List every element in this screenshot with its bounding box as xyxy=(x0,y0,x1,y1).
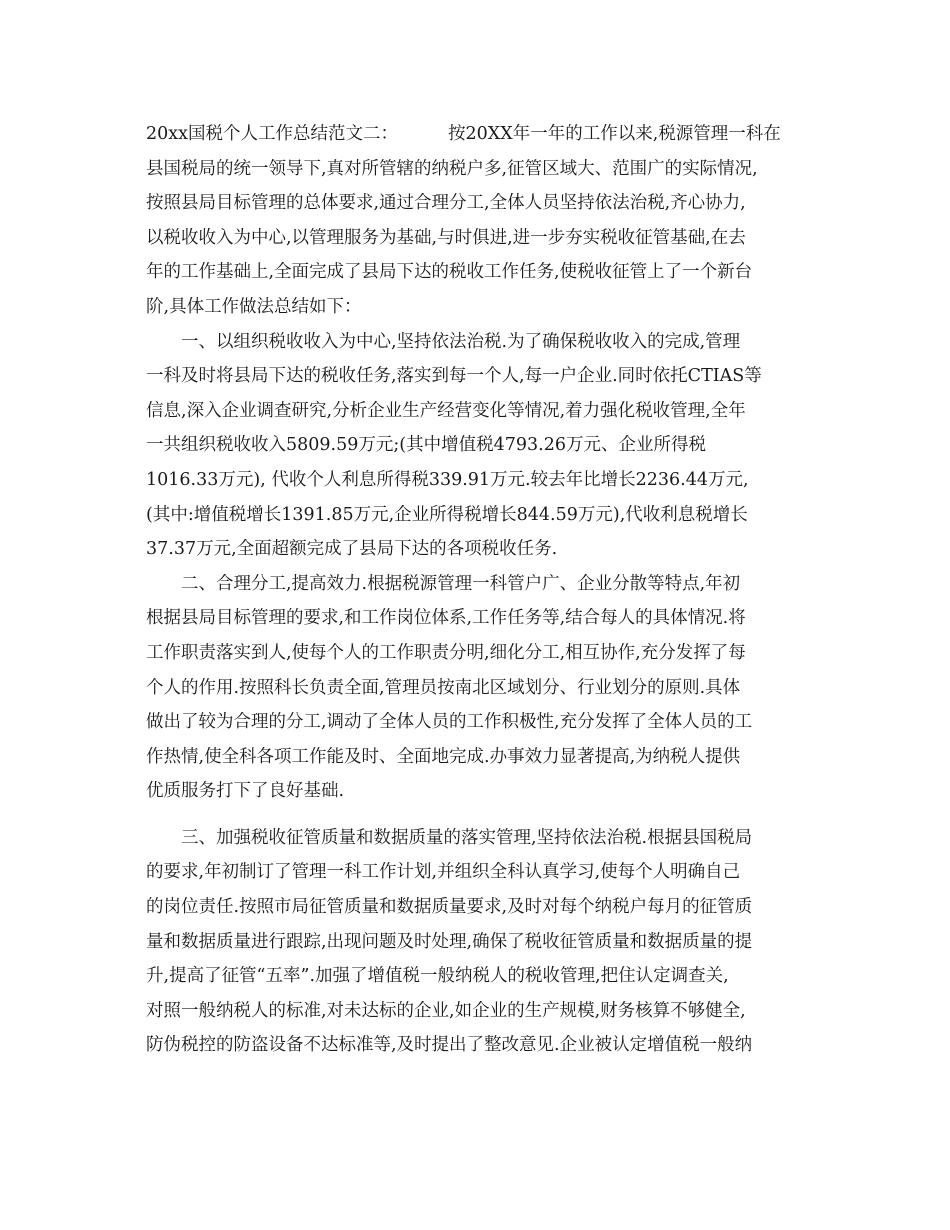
section2-line: 工作职责落实到人,使每个人的工作职责分明,细化分工,相互协作,充分发挥了每 xyxy=(146,642,746,663)
section3-line: 量和数据质量进行跟踪,出现问题及时处理,确保了税收征管质量和数据质量的提 xyxy=(146,931,753,952)
section3-line: 对照一般纳税人的标准,对未达标的企业,如企业的生产规模,财务核算不够健全, xyxy=(146,1000,746,1021)
section3-line: 的要求,年初制订了管理一科工作计划,并组织全科认真学习,使每个人明确自己 xyxy=(146,862,741,883)
section3-line: 升,提高了征管“五率”.加强了增值税一般纳税人的税收管理,把住认定调查关, xyxy=(146,966,729,987)
intro-line-1 xyxy=(146,117,806,152)
section1-line: 一、以组织税收收入为中心,坚持依法治税.为了确保税收收入的完成,管理 xyxy=(181,331,741,352)
intro-line: 以税收收入为中心,以管理服务为基础,与时俱进,进一步夯实税收征管基础,在去 xyxy=(146,227,746,248)
section2-line: 二、合理分工,提高效力.根据税源管理一科管户广、企业分散等特点,年初 xyxy=(181,573,741,594)
section1-line: 一科及时将县局下达的税收任务,落实到每一个人,每一户企业.同时依托CTIAS等 xyxy=(146,366,762,387)
section2-line: 做出了较为合理的分工,调动了全体人员的工作积极性,充分发挥了全体人员的工 xyxy=(146,712,753,733)
intro-line: 年的工作基础上,全面完成了县局下达的税收工作任务,使税收征管上了一个新台 xyxy=(146,262,753,283)
section1-line: 37.37万元,全面超额完成了县局下达的各项税收任务. xyxy=(146,539,558,560)
intro-line: 按照县局目标管理的总体要求,通过合理分工,全体人员坚持依法治税,齐心协力, xyxy=(146,193,746,214)
document-title: 20xx国税个人工作总结范文二： xyxy=(146,124,399,144)
section1-line: 一共组织税收收入5809.59万元;(其中增值税4793.26万元、企业所得税 xyxy=(146,435,706,456)
document-body xyxy=(146,117,806,1063)
intro-line: 县国税局的统一领导下,真对所管辖的纳税户多,征管区域大、范围广的实际情况, xyxy=(146,158,758,179)
section2-line: 优质服务打下了良好基础. xyxy=(146,781,345,802)
intro-text: 按20XX年一年的工作以来,税源管理一科在 xyxy=(448,124,781,144)
section3-line: 的岗位责任.按照市局征管质量和数据质量要求,及时对每个纳税户每月的征管质 xyxy=(146,897,753,918)
section2-line: 根据县局目标管理的要求,和工作岗位体系,工作任务等,结合每人的具体情况.将 xyxy=(146,608,746,629)
section1-line: (其中:增值税增长1391.85万元,企业所得税增长844.59万元),代收利息税增长 xyxy=(146,504,748,525)
section3-line: 防伪税控的防盗设备不达标准等,及时提出了整改意见.企业被认定增值税一般纳 xyxy=(146,1035,753,1056)
section1-line: 1016.33万元), 代收个人利息所得税339.91万元.较去年比增长2236.44万元, xyxy=(146,469,749,490)
intro-line: 阶,具体工作做法总结如下： xyxy=(146,296,362,317)
section2-line: 个人的作用.按照科长负责全面,管理员按南北区域划分、行业划分的原则.具体 xyxy=(146,677,741,698)
section3-line: 三、加强税收征管质量和数据质量的落实管理,坚持依法治税.根据县国税局 xyxy=(181,827,753,848)
paragraph-gap xyxy=(146,809,806,821)
section2-line: 作热情,使全科各项工作能及时、全面地完成.办事效力显著提高,为纳税人提供 xyxy=(146,746,741,767)
section1-line: 信息,深入企业调查研究,分析企业生产经营变化等情况,着力强化税收管理,全年 xyxy=(146,400,746,421)
